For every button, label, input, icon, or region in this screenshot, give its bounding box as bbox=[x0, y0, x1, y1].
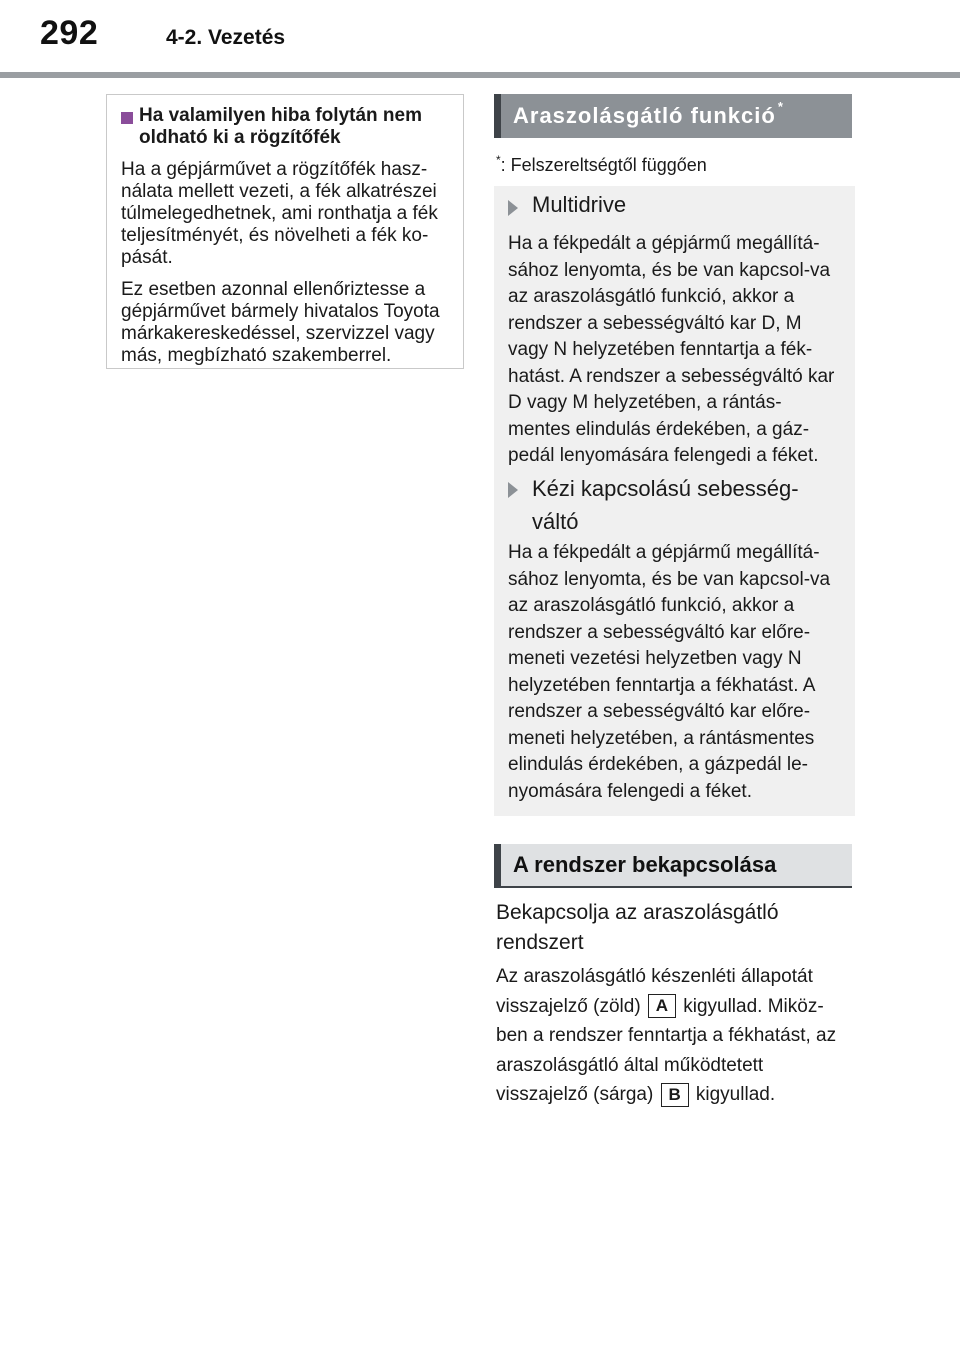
note-paragraph-2: Ez esetben azonnal ellenőriztesse a gépjárművet bármely hivatalos Toyota márkakereskedéssel, szervizzel vagy más, megbízható szakemberrel. bbox=[121, 279, 440, 366]
section-banner-title: Araszolásgátló funkció bbox=[513, 103, 776, 128]
section-title: 4-2. Vezetés bbox=[166, 26, 286, 49]
indicator-a-icon: A bbox=[648, 994, 676, 1018]
section-banner bbox=[494, 94, 852, 138]
note-box bbox=[106, 94, 464, 369]
transmission-info-box bbox=[494, 186, 855, 816]
manual-text: Ha a fékpedált a gépjármű megállítá-sához lenyomta, és be van kapcsol-va az araszolásgátló funkció, akkor a rendszer a sebességváltó kar előre-meneti vezetési helyzetben vagy N helyzetében fenntartja a fékhatást. A rendszer a sebességváltó kar előre-meneti helyzetében, a rántásmentes elindulás érdekében, a gázpedál le-nyomására felengedi a féket. bbox=[508, 542, 831, 802]
activation-banner-title: A rendszer bekapcsolása bbox=[513, 852, 777, 877]
footnote-text: : Felszereltségtől függően bbox=[500, 155, 707, 175]
activation-text bbox=[496, 962, 841, 1110]
note-title: Ha valamilyen hiba folytán nem oldható ki a rögzítőfék bbox=[139, 105, 422, 148]
footnote bbox=[496, 153, 707, 176]
purple-square-icon bbox=[121, 112, 133, 124]
activation-title: Bekapcsolja az araszolásgátló rendszert bbox=[496, 901, 779, 954]
header-rule bbox=[0, 72, 960, 78]
manual-heading: Kézi kapcsolású sebesség-váltó bbox=[532, 476, 799, 534]
activation-banner bbox=[494, 844, 852, 888]
triangle-bullet-icon bbox=[508, 200, 518, 216]
page-header bbox=[0, 0, 960, 80]
multidrive-heading: Multidrive bbox=[532, 192, 627, 217]
page-number: 292 bbox=[40, 14, 99, 52]
indicator-b-icon: B bbox=[661, 1083, 689, 1107]
multidrive-text: Ha a fékpedált a gépjármű megállítá-sához lenyomta, és be van kapcsol-va az araszolásgátló funkció, akkor a rendszer a sebességváltó kar D, M vagy N helyzetében fenntartja a fék-hatást. A rendszer a sebességváltó kar D vagy M helyzetében, a rántás-mentes elindulás érdekében, a gáz-pedál lenyomására felengedi a féket. bbox=[508, 233, 835, 466]
activation-text-3: kigyullad. bbox=[695, 1084, 776, 1105]
activation-text-2: kigyullad. Miköz-ben a rendszer fenntartja a fékhatást, az araszolásgátló által működtetett visszajelző (sárga) bbox=[496, 995, 837, 1105]
multidrive-heading-row bbox=[508, 190, 832, 220]
activation-text-1: Az araszolásgátló készenléti állapotát visszajelző (zöld) bbox=[496, 966, 813, 1017]
manual-heading-row bbox=[508, 472, 822, 538]
triangle-bullet-icon bbox=[508, 482, 518, 498]
note-title-row bbox=[121, 105, 447, 149]
note-paragraph-1: Ha a gépjárművet a rögzítőfék hasz-nálata mellett vezeti, a fék alkatrészei túlmelegedhetnek, ami ronthatja a fék teljesítményét, és növelheti a fék ko-pását. bbox=[121, 159, 438, 268]
footnote-marker: * bbox=[496, 153, 501, 167]
section-banner-asterisk: * bbox=[777, 98, 783, 114]
